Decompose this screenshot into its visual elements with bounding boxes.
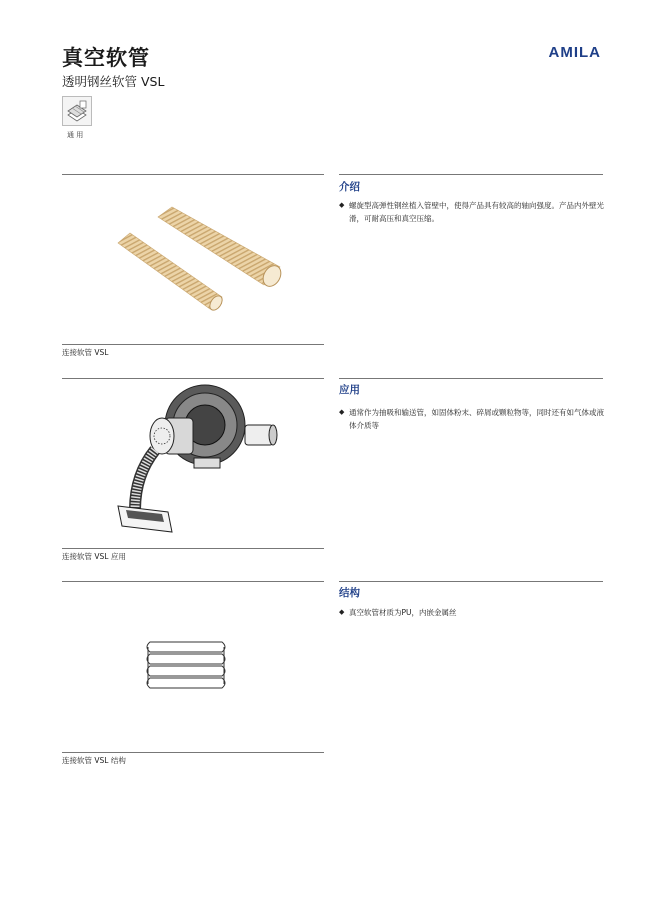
usage-label: 通 用 (67, 131, 84, 139)
section-bullet-intro (339, 199, 604, 225)
bullet-text: 通常作为抽吸和输送管，如固体粉末、碎屑或颗粒物等，同时还有如气体或液体介质等 (349, 408, 604, 430)
section-bullet-structure (339, 606, 604, 619)
blower-with-hose-illustration (110, 380, 280, 542)
divider (339, 378, 603, 379)
bullet-text: 螺旋型高弹性钢丝植入管壁中，使得产品具有较高的轴向强度。产品内外壁光滑，可耐高压和真空压缩。 (349, 201, 604, 223)
figure-caption: 连接软管 VSL (62, 348, 109, 357)
hose-photo (110, 205, 290, 315)
divider (62, 344, 324, 345)
section-heading-structure: 结构 (339, 587, 360, 599)
figure-caption: 连接软管 VSL 应用 (62, 552, 126, 561)
divider (62, 752, 324, 753)
diamond-bullet-icon: ◆ (339, 408, 345, 416)
page-title: 真空软管 (62, 46, 150, 70)
section-heading-application: 应用 (339, 384, 360, 396)
divider (339, 174, 603, 175)
bullet-text: 真空软管材质为PU，内嵌金属丝 (349, 608, 457, 617)
section-heading-intro: 介绍 (339, 181, 360, 193)
divider (339, 581, 603, 582)
page-subtitle: 透明钢丝软管 VSL (62, 74, 165, 89)
divider (62, 378, 324, 379)
diamond-bullet-icon: ◆ (339, 201, 345, 209)
brand-logo: AMILA (548, 44, 601, 61)
divider (62, 174, 324, 175)
figure-caption: 连接软管 VSL 结构 (62, 756, 126, 765)
hose-cross-section-diagram (140, 638, 232, 698)
diamond-bullet-icon: ◆ (339, 608, 345, 616)
universal-usage-icon (62, 96, 92, 126)
divider (62, 548, 324, 549)
section-bullet-application (339, 406, 604, 432)
divider (62, 581, 324, 582)
